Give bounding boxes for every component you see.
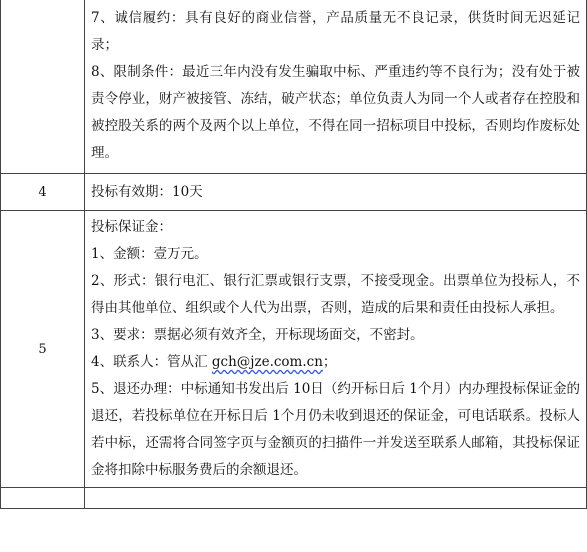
deposit-amount: 1、金额：壹万元。: [91, 246, 208, 262]
contact-label: 4、联系人：管从汇: [91, 354, 212, 370]
deposit-requirement: 3、要求：票据必须有效齐全，开标现场面交，不密封。: [91, 327, 424, 343]
row-content-cell: [85, 174, 587, 211]
table-row: [1, 174, 587, 211]
row-content-cell: [85, 488, 587, 509]
row-number-cell: 5: [1, 211, 85, 488]
clause-restrictions: 8、限制条件：最近三年内没有发生骗取中标、严重违约等不良行为；没有处于被责令停业，财产被接管、冻结，破产状态；单位负责人为同一个人或者存在控股和被控股关系的两个及两个以上单位，不得在同一招标项目中投标，否则均作废标处理。: [91, 64, 580, 161]
contact-email-link[interactable]: gch@jze.com.cn: [211, 354, 323, 370]
deposit-form: 2、形式：银行电汇、银行汇票或银行支票，不接受现金。出票单位为投标人，不得由其他单位、组织或个人代为出票，否则，造成的后果和责任由投标人承担。: [91, 273, 580, 316]
table-row: [1, 488, 587, 509]
table-row: [1, 0, 587, 174]
deposit-refund: 5、退还办理：中标通知书发出后 10日（约开标日后 1个月）内办理投标保证金的退还，若投标单位在开标日后 1个月仍未收到退还的保证金，可电话联系。投标人若中标，还需将合同签字页与金额页的扫描件一并发送至联系人邮箱，其投标保证金将扣除中标服务费后的余额退还。: [91, 381, 580, 478]
clause-integrity: 7、诚信履约：具有良好的商业信誉，产品质量无不良记录，供货时间无迟延记录；: [91, 10, 580, 53]
bid-validity-text: 投标有效期：10天: [91, 183, 203, 200]
deposit-contact: [91, 349, 580, 376]
table-row: [1, 211, 587, 488]
row-content-cell: [85, 211, 587, 488]
row-number-cell: [1, 488, 85, 509]
row-number-cell: [1, 0, 85, 174]
contact-end: ；: [322, 354, 337, 370]
row-content-cell: [85, 0, 587, 174]
row-number-cell: 4: [1, 174, 85, 211]
deposit-title: 投标保证金：: [91, 219, 172, 235]
